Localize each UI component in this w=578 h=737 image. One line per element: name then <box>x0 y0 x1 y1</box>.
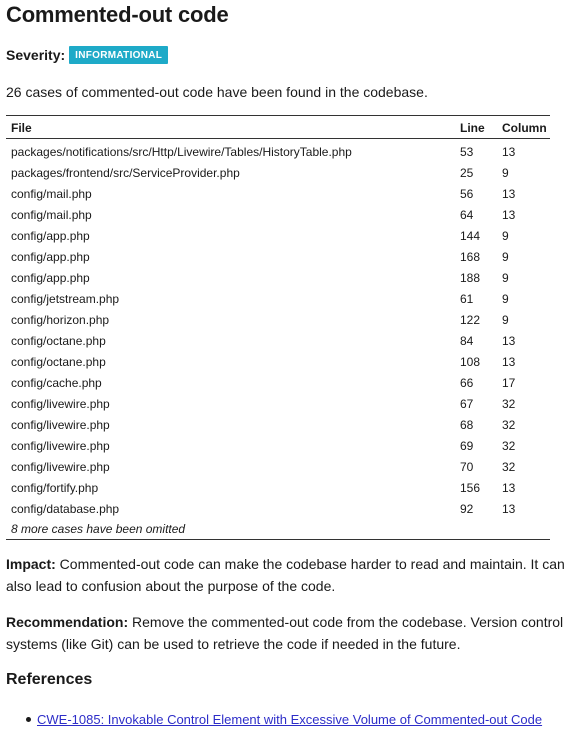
table-row <box>6 204 550 225</box>
cell-file: config/cache.php <box>11 375 102 390</box>
cell-line: 144 <box>460 228 481 243</box>
cell-line: 25 <box>460 165 474 180</box>
cell-line: 53 <box>460 144 474 159</box>
table-row <box>6 183 550 204</box>
cell-file: config/database.php <box>11 501 120 516</box>
recommendation-text: Remove the commented-out code from the codebase. Version control systems (like Git) can be used to retrieve the code if needed in the future. <box>6 614 564 652</box>
cell-file: config/app.php <box>11 270 90 285</box>
cell-column: 9 <box>502 291 509 306</box>
cell-line: 68 <box>460 417 474 432</box>
cell-line: 56 <box>460 186 474 201</box>
header-file: File <box>11 120 32 135</box>
cell-column: 9 <box>502 312 509 327</box>
cell-file: config/app.php <box>11 249 90 264</box>
cell-column: 17 <box>502 375 516 390</box>
cell-column: 32 <box>502 417 516 432</box>
cell-column: 32 <box>502 459 516 474</box>
cell-line: 122 <box>460 312 481 327</box>
cell-file: config/livewire.php <box>11 417 110 432</box>
impact-paragraph <box>6 553 568 597</box>
cell-column: 9 <box>502 165 509 180</box>
cell-column: 13 <box>502 354 516 369</box>
cell-file: packages/notifications/src/Http/Livewire/Tables/HistoryTable.php <box>11 144 352 159</box>
cell-column: 13 <box>502 144 516 159</box>
cell-line: 84 <box>460 333 474 348</box>
cell-line: 69 <box>460 438 474 453</box>
table-row <box>6 351 550 372</box>
table-row <box>6 288 550 309</box>
bullet-icon <box>26 717 31 722</box>
cases-table <box>6 115 550 540</box>
cell-line: 66 <box>460 375 474 390</box>
omitted-row <box>6 519 550 540</box>
impact-label: Impact: <box>6 556 56 572</box>
cell-file: config/horizon.php <box>11 312 110 327</box>
severity-badge: INFORMATIONAL <box>69 46 168 64</box>
cell-column: 32 <box>502 396 516 411</box>
cell-line: 156 <box>460 480 481 495</box>
cell-file: config/jetstream.php <box>11 291 120 306</box>
table-row <box>6 498 550 519</box>
severity-label: Severity: <box>6 47 66 63</box>
cell-column: 13 <box>502 186 516 201</box>
table-row <box>6 393 550 414</box>
cell-column: 32 <box>502 438 516 453</box>
summary-text: 26 cases of commented-out code have been found in the codebase. <box>6 84 428 100</box>
cell-file: config/mail.php <box>11 207 92 222</box>
cell-line: 61 <box>460 291 474 306</box>
table-row <box>6 309 550 330</box>
table-header-row <box>6 116 550 139</box>
references-heading: References <box>6 671 93 688</box>
cell-line: 64 <box>460 207 474 222</box>
table-row <box>6 414 550 435</box>
cell-file: config/octane.php <box>11 333 106 348</box>
cell-line: 188 <box>460 270 481 285</box>
references-list <box>26 712 542 727</box>
cell-column: 13 <box>502 207 516 222</box>
table-row <box>6 162 550 183</box>
cell-file: packages/frontend/src/ServiceProvider.php <box>11 165 240 180</box>
omitted-note: 8 more cases have been omitted <box>6 519 550 540</box>
cell-column: 13 <box>502 480 516 495</box>
cell-file: config/app.php <box>11 228 90 243</box>
cell-line: 168 <box>460 249 481 264</box>
recommendation-label: Recommendation: <box>6 614 129 630</box>
cell-column: 9 <box>502 270 509 285</box>
table-row <box>6 267 550 288</box>
table-row <box>6 372 550 393</box>
header-column: Column <box>502 120 547 135</box>
table-row <box>6 225 550 246</box>
table-row <box>6 246 550 267</box>
cell-file: config/fortify.php <box>11 480 99 495</box>
header-line: Line <box>460 120 485 135</box>
cell-file: config/livewire.php <box>11 396 110 411</box>
cell-column: 9 <box>502 249 509 264</box>
list-item <box>26 712 542 727</box>
severity-line <box>6 46 168 64</box>
cell-line: 67 <box>460 396 474 411</box>
cell-line: 70 <box>460 459 474 474</box>
cell-column: 13 <box>502 333 516 348</box>
table-row <box>6 456 550 477</box>
recommendation-paragraph <box>6 611 568 655</box>
table-row <box>6 477 550 498</box>
cell-file: config/mail.php <box>11 186 92 201</box>
table-row <box>6 139 550 163</box>
cell-column: 9 <box>502 228 509 243</box>
cell-file: config/livewire.php <box>11 459 110 474</box>
reference-link-cwe-1085[interactable]: CWE-1085: Invokable Control Element with Excessive Volume of Commented-out Code <box>37 712 543 727</box>
cell-column: 13 <box>502 501 516 516</box>
cell-line: 92 <box>460 501 474 516</box>
table-row <box>6 330 550 351</box>
table-row <box>6 435 550 456</box>
cell-line: 108 <box>460 354 481 369</box>
impact-text: Commented-out code can make the codebase harder to read and maintain. It can also lead to confusion about the purpose of the code. <box>6 556 565 594</box>
page-title: Commented-out code <box>6 2 229 27</box>
cell-file: config/livewire.php <box>11 438 110 453</box>
cell-file: config/octane.php <box>11 354 106 369</box>
